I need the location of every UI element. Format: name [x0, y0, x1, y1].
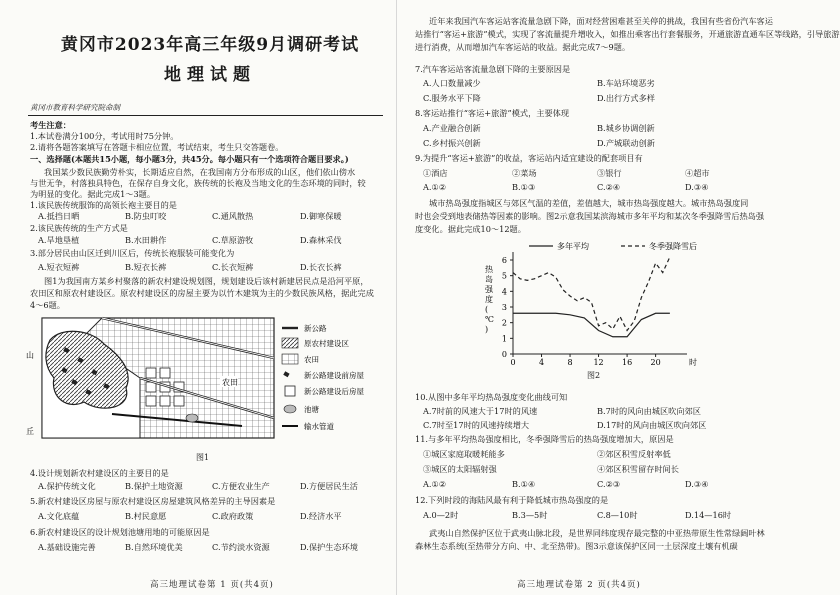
option[interactable]: C.政府政策 [212, 511, 254, 521]
option[interactable]: C.方便农业生产 [212, 481, 270, 491]
y-tick-label: 2 [501, 318, 507, 328]
figure-2-caption: 图2 [587, 371, 601, 380]
org-line: 黄冈市教育科学研究院命制 [30, 103, 120, 112]
option[interactable]: A.抵挡日晒 [38, 211, 80, 221]
option[interactable]: D.长衣长裤 [300, 262, 342, 272]
option[interactable]: D.③④ [685, 479, 709, 489]
question-1: 1.该民族传统服饰的高领长袍主要目的是 [30, 200, 177, 210]
farmland-label: 农田 [222, 378, 238, 387]
option[interactable]: D.14—16时 [685, 510, 732, 520]
option[interactable]: B.7时的风向由城区吹向郊区 [597, 406, 701, 416]
option[interactable]: A.7时前的风速大于17时的风速 [423, 406, 538, 416]
question-2: 2.该民族传统的生产方式是 [30, 223, 128, 233]
x-tick-label: 8 [567, 358, 573, 367]
legend-item: 新公路建设前房屋 [304, 371, 364, 380]
header-rule [28, 115, 383, 116]
x-tick-label: 4 [538, 358, 545, 367]
statement: ①城区家庭取暖耗能多 [423, 449, 505, 459]
passage-line: 城市热岛强度指城区与郊区气温的差值，差值越大，城市热岛强度越大。城市热岛强度同 [429, 198, 749, 208]
y-axis-label: 热 [485, 265, 493, 274]
y-tick-label: 6 [501, 256, 507, 265]
option[interactable]: C.节约淡水资源 [212, 542, 270, 552]
option[interactable]: A.基础设施完善 [38, 542, 96, 552]
option[interactable]: A.①② [423, 182, 447, 192]
y-axis-label: 强 [485, 285, 493, 294]
legend-item: 新公路 [304, 324, 327, 333]
passage-line: 度变化。据此完成10～12题。 [415, 224, 526, 234]
option[interactable]: B.城乡协调创新 [597, 123, 655, 133]
y-tick-label: 5 [501, 271, 507, 281]
option[interactable]: B.3—5时 [512, 510, 548, 520]
option[interactable]: A.0—2时 [423, 510, 459, 520]
legend-label: 多年平均 [557, 242, 589, 251]
figure-1-legend [282, 323, 364, 431]
figure-1-caption: 图1 [196, 453, 210, 462]
hill-label: 丘 [26, 427, 34, 436]
passage-line: 进行消费，从而增加汽车客运站的收益。据此完成7～9题。 [415, 42, 631, 52]
statement: ③银行 [597, 168, 622, 178]
question-4: 4.设计规划新农村建设区的主要目的是 [30, 468, 169, 478]
option[interactable]: A.保护传统文化 [38, 481, 96, 491]
legend-item: 池塘 [304, 405, 319, 414]
statement: ③城区的太阳辐射强 [423, 464, 497, 474]
passage-line: 为明显的变化。据此完成1～3题。 [30, 189, 156, 199]
option[interactable]: A.①② [423, 479, 447, 489]
section-heading: 一、选择题(本题共15小题，每小题3分，共45分。每小题只有一个选项符合题目要求。) [30, 154, 349, 164]
option[interactable]: D.方便居民生活 [300, 481, 358, 491]
passage-line: 时也会受到地表储热等因素的影响。图2示意我国某滨海城市多年平均和某次冬季强降雪后热岛强 [415, 211, 765, 221]
question-8: 8.客运站推行“客运+旅游”模式，主要体现 [415, 108, 570, 118]
option[interactable]: B.短衣长裤 [125, 262, 167, 272]
y-axis-label: 岛 [485, 275, 493, 284]
note-line: 2.请将各题答案填写在答题卡相应位置，考试结束，考生只交答题卷。 [30, 142, 284, 152]
option[interactable]: B.防虫叮咬 [125, 211, 167, 221]
pond [186, 414, 198, 422]
y-tick-label: 3 [501, 303, 507, 312]
option[interactable]: B.自然环境优美 [125, 542, 183, 552]
exam-page-1 [0, 0, 397, 595]
passage-line: 森林生态系统(至热带分方向、中、北至热带)。图3示意该保护区同一土层深度土壤有机碳 [415, 541, 738, 551]
question-5: 5.新农村建设区房屋与原农村建设区房屋建筑风格差异的主导因素是 [30, 496, 276, 506]
option[interactable]: D.出行方式多样 [597, 93, 655, 103]
question-6: 6.新农村建设区的设计规划池塘用地的可能原因是 [30, 527, 210, 537]
y-axis-label: ( [485, 305, 489, 314]
series-line [513, 257, 670, 331]
statement: ①酒店 [423, 168, 448, 178]
question-9: 9.为提升“客运+旅游”的收益，客运站内适宜建设的配套项目有 [415, 153, 643, 163]
legend-item: 输水管道 [304, 422, 334, 431]
question-11: 11.与多年平均热岛强度相比，冬季强降雪后的热岛强度增加大，原因是 [415, 434, 674, 444]
option[interactable]: A.短衣短裤 [38, 262, 80, 272]
y-tick-label: 1 [501, 334, 507, 344]
option[interactable]: C.②③ [597, 479, 621, 489]
question-3: 3.部分居民由山区迁到川区后，传统长袍服装可能变化为 [30, 248, 235, 258]
option[interactable]: C.草原游牧 [212, 235, 254, 245]
y-axis-label: ) [485, 325, 489, 334]
option[interactable]: B.水田耕作 [125, 235, 167, 245]
passage-line: 站推行“客运+旅游”模式，实现了客流量提升增收入，如推出乘客出行套餐服务，开通旅游直通车区等线路，引导旅游 [415, 29, 840, 39]
question-7: 7.汽车客运站客流量急剧下降的主要原因是 [415, 64, 571, 74]
legend-label: 冬季强降雪后 [649, 242, 697, 251]
question-12: 12.下列时段的海陆风最有利于降低城市热岛强度的是 [415, 495, 609, 505]
option[interactable]: B.①③ [512, 182, 536, 192]
series-line [513, 313, 670, 337]
option[interactable]: A.旱地垦植 [38, 235, 80, 245]
question-10: 10.从图中多年平均热岛强度变化曲线可知 [415, 392, 568, 402]
passage-line: 农田区和原农村建设区。原农村建设区的房屋主要为以竹木建筑为主的少数民族风格，据此完成 [30, 288, 374, 298]
option[interactable]: D.经济水平 [300, 511, 342, 521]
option[interactable]: A.文化底蕴 [38, 511, 80, 521]
option[interactable]: B.车站环境恶劣 [597, 78, 655, 88]
option[interactable]: C.长衣短裤 [212, 262, 254, 272]
option[interactable]: B.保护土地资源 [125, 481, 183, 491]
option[interactable]: C.8—10时 [597, 510, 638, 520]
option[interactable]: C.②④ [597, 182, 621, 192]
subject-title: 地理试题 [164, 65, 256, 85]
legend-item: 原农村建设区 [304, 339, 349, 348]
y-tick-label: 4 [501, 287, 507, 297]
passage-line: 近年来我国汽车客运站客流量急剧下降，面对经营困难甚至关停的挑战，我国有些省份汽车客运 [429, 16, 773, 26]
option[interactable]: A.产业融合创新 [423, 123, 481, 133]
statement: ④郊区积雪留存时间长 [597, 464, 679, 474]
passage-line: 图1为我国南方某乡村聚落的新农村建设规划图，规划建设后该村新建居民点是沿河平原， [44, 276, 369, 286]
statement: ④超市 [685, 168, 710, 178]
page-footer: 高三地理试卷第 2 页(共4页) [517, 580, 641, 590]
statement: ②菜场 [512, 168, 537, 178]
page-footer: 高三地理试卷第 1 页(共4页) [150, 580, 274, 590]
notes-heading: 考生注意： [30, 120, 71, 130]
y-axis-label: ℃ [485, 315, 494, 324]
option[interactable]: D.森林采伐 [300, 235, 342, 245]
option[interactable]: D.产城联动创新 [597, 138, 655, 148]
y-tick-label: 0 [501, 350, 507, 359]
y-axis-label: 度 [485, 295, 493, 304]
option[interactable]: D.御寒保暖 [300, 211, 342, 221]
x-tick-label: 16 [621, 358, 633, 367]
exam-page-2 [397, 0, 840, 595]
legend-item: 新公路建设后房屋 [304, 387, 364, 396]
x-tick-label: 0 [510, 358, 516, 367]
option[interactable]: C.通风散热 [212, 211, 254, 221]
option[interactable]: A.人口数量减少 [423, 78, 481, 88]
option[interactable]: D.③④ [685, 182, 709, 192]
passage-line: 4～6题。 [30, 300, 65, 310]
legend-item: 农田 [304, 355, 319, 364]
x-tick-label: 12 [593, 358, 604, 367]
figure-1-map [26, 318, 387, 458]
x-tick-label: 20 [650, 358, 661, 367]
option[interactable]: C.服务水平下降 [423, 93, 481, 103]
figure-2-chart [477, 238, 717, 368]
x-axis-label: 时 [689, 358, 697, 367]
passage-line: 与世无争，村落独具特色，在保存自身文化，族传统的长袍及当地文化的生态环境的同时，较 [30, 178, 366, 188]
note-line: 1.本试卷满分100分，考试用时75分钟。 [30, 131, 179, 141]
mountain-label: 山 [26, 351, 34, 360]
option[interactable]: B.村民意愿 [125, 511, 167, 521]
passage-line: 武夷山自然保护区位于武夷山脉北段，是世界同纬度现存最完整的中亚热带原生性常绿阔叶林 [429, 528, 765, 538]
passage-line: 我国某少数民族勤劳朴实，长期适应自然，在我国南方分布形成的山区，他们依山傍水 [44, 167, 356, 177]
statement: ②郊区积雪反射率低 [597, 449, 671, 459]
option[interactable]: D.保护生态环境 [300, 542, 358, 552]
option[interactable]: D.17时的风向由城区吹向郊区 [597, 420, 707, 430]
option[interactable]: C.乡村振兴创新 [423, 138, 481, 148]
option[interactable]: B.①④ [512, 479, 536, 489]
exam-title: 黄冈市2023年高三年级9月调研考试 [60, 35, 360, 55]
option[interactable]: C.7时至17时的风速持续增大 [423, 420, 530, 430]
